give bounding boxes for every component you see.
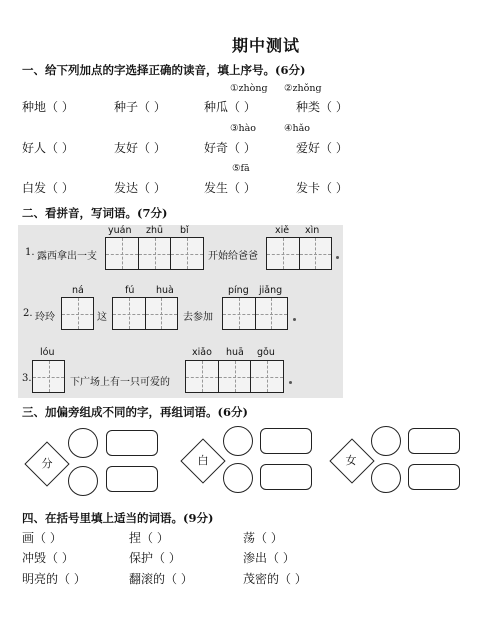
section-4-heading: 四、在括号里填上适当的词语。(9分) bbox=[22, 511, 214, 525]
sentence-text: 玲玲 bbox=[35, 312, 55, 323]
sentence-text: 去参加 bbox=[183, 312, 213, 323]
pinyin: gǒu bbox=[257, 347, 275, 358]
line-number: 3. bbox=[22, 373, 32, 384]
writing-grid[interactable] bbox=[112, 297, 178, 330]
answer-circle[interactable] bbox=[223, 426, 253, 456]
base-character: 分 bbox=[41, 457, 53, 470]
writing-grid[interactable] bbox=[266, 237, 332, 270]
s1-item: 种子（ ） bbox=[114, 100, 166, 114]
pinyin: huā bbox=[226, 347, 244, 358]
writing-grid[interactable] bbox=[222, 297, 288, 330]
s1-item: 白发（ ） bbox=[22, 181, 74, 195]
s4-item: 翻滚的（ ） bbox=[129, 572, 193, 586]
line-number: 2. bbox=[23, 308, 33, 319]
period-mark bbox=[336, 256, 339, 259]
answer-box[interactable] bbox=[260, 428, 312, 454]
line-number: 1. bbox=[25, 247, 35, 258]
s1-item: 友好（ ） bbox=[114, 141, 166, 155]
pinyin: xìn bbox=[305, 225, 320, 236]
option-1: ①zhòng bbox=[230, 83, 268, 94]
pinyin: xiě bbox=[275, 225, 290, 236]
s1-item: 好奇（ ） bbox=[204, 141, 256, 155]
pinyin: ná bbox=[72, 285, 84, 296]
answer-box[interactable] bbox=[408, 464, 460, 490]
s4-item: 画（ ） bbox=[22, 531, 62, 545]
pinyin: jiǎng bbox=[259, 285, 283, 296]
writing-grid[interactable] bbox=[105, 237, 204, 270]
answer-box[interactable] bbox=[260, 464, 312, 490]
sentence-text: 下广场上有一只可爱的 bbox=[70, 377, 170, 388]
s1-item: 好人（ ） bbox=[22, 141, 74, 155]
answer-box[interactable] bbox=[106, 466, 158, 492]
pinyin: lóu bbox=[40, 347, 55, 358]
sentence-text: 这 bbox=[97, 312, 107, 323]
s1-item: 发达（ ） bbox=[114, 181, 166, 195]
period-mark bbox=[289, 381, 292, 384]
option-2: ②zhǒng bbox=[284, 83, 322, 94]
s1-item: 爱好（ ） bbox=[296, 141, 348, 155]
page-title: 期中测试 bbox=[232, 36, 301, 55]
answer-circle[interactable] bbox=[223, 463, 253, 493]
s4-item: 明亮的（ ） bbox=[22, 572, 86, 586]
s4-item: 荡（ ） bbox=[243, 531, 283, 545]
option-4: ④hǎo bbox=[284, 123, 311, 134]
s4-item: 茂密的（ ） bbox=[243, 572, 307, 586]
answer-circle[interactable] bbox=[371, 426, 401, 456]
s1-item: 种类（ ） bbox=[296, 100, 348, 114]
sentence-text: 露西拿出一支 bbox=[37, 251, 97, 262]
pinyin: huà bbox=[156, 285, 174, 296]
s1-item: 发生（ ） bbox=[204, 181, 256, 195]
s1-item: 发卡（ ） bbox=[296, 181, 348, 195]
s4-item: 冲毁（ ） bbox=[22, 551, 74, 565]
s4-item: 渗出（ ） bbox=[243, 551, 295, 565]
base-character: 白 bbox=[197, 454, 209, 467]
s4-item: 捏（ ） bbox=[129, 531, 169, 545]
section-3-heading: 三、加偏旁组成不同的字，再组词语。(6分) bbox=[22, 405, 248, 419]
pinyin: bǐ bbox=[180, 225, 189, 236]
answer-circle[interactable] bbox=[68, 428, 98, 458]
s1-item: 种地（ ） bbox=[22, 100, 74, 114]
pinyin: fú bbox=[125, 285, 135, 296]
pinyin: yuán bbox=[108, 225, 132, 236]
writing-grid[interactable] bbox=[185, 360, 284, 393]
pinyin: píng bbox=[228, 285, 249, 296]
option-5: ⑤fā bbox=[232, 163, 250, 174]
section-1-heading: 一、给下列加点的字选择正确的读音，填上序号。(6分) bbox=[22, 63, 306, 77]
writing-grid[interactable] bbox=[32, 360, 65, 393]
answer-circle[interactable] bbox=[371, 463, 401, 493]
sentence-text: 开始给爸爸 bbox=[208, 251, 258, 262]
base-character: 女 bbox=[345, 454, 357, 467]
pinyin: xiǎo bbox=[192, 347, 212, 358]
s1-item: 种瓜（ ） bbox=[204, 100, 256, 114]
writing-grid[interactable] bbox=[61, 297, 94, 330]
option-3: ③hào bbox=[230, 123, 257, 134]
pinyin: zhū bbox=[146, 225, 164, 236]
answer-circle[interactable] bbox=[68, 466, 98, 496]
period-mark bbox=[293, 318, 296, 321]
section-2-heading: 二、看拼音，写词语。(7分) bbox=[22, 206, 168, 220]
answer-box[interactable] bbox=[408, 428, 460, 454]
s4-item: 保护（ ） bbox=[129, 551, 181, 565]
answer-box[interactable] bbox=[106, 430, 158, 456]
